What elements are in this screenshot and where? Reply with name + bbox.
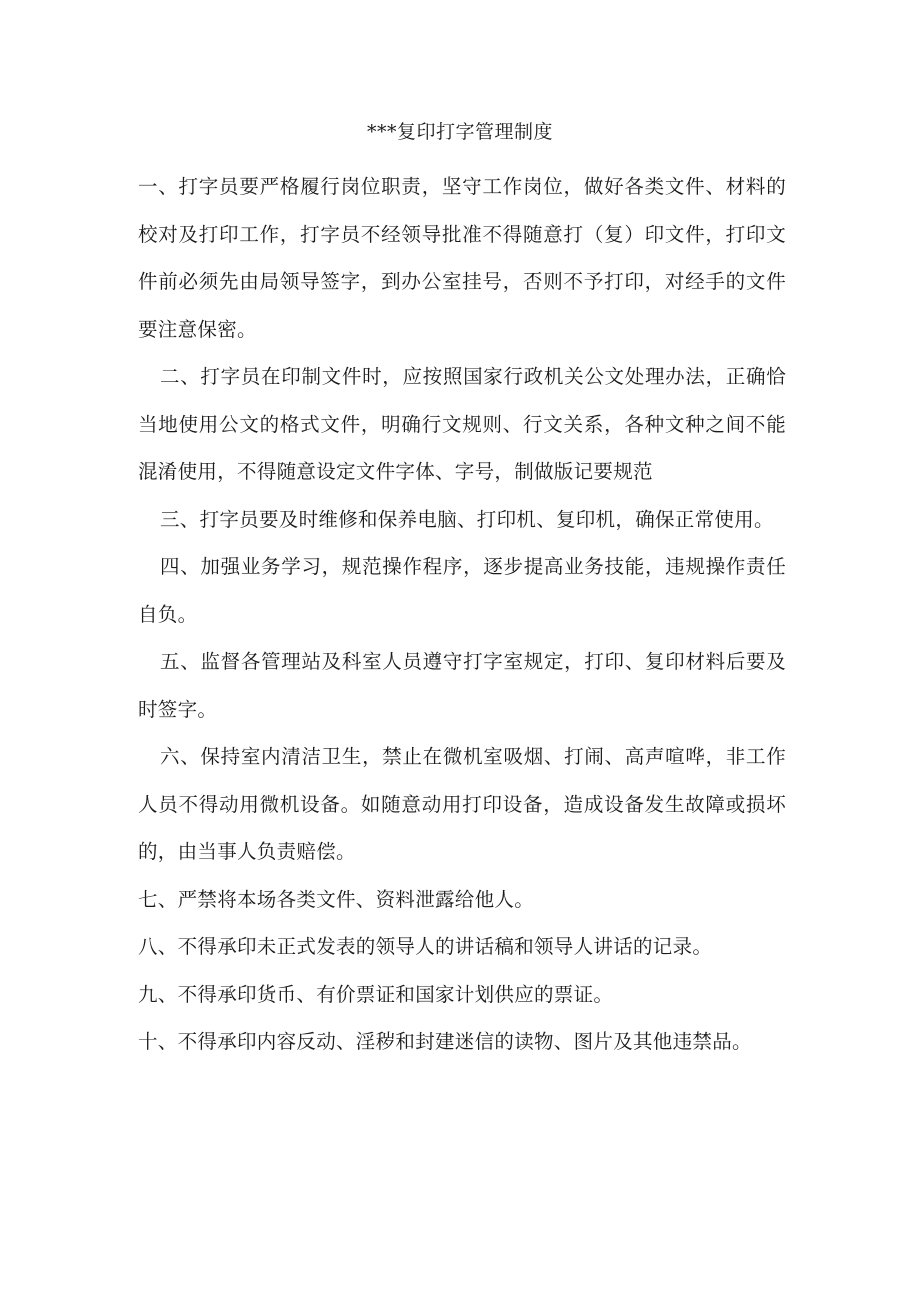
rule-paragraph-5: 五、监督各管理站及科室人员遵守打字室规定，打印、复印材料后要及时签字。 bbox=[138, 650, 786, 721]
rule-paragraph-8: 八、不得承印未正式发表的领导人的讲话稿和领导人讲话的记录。 bbox=[138, 935, 713, 958]
rule-paragraph-2: 二、打字员在印制文件时，应按照国家行政机关公文处理办法，正确恰当地使用公文的格式文件，明确行文规则、行文关系，各种文种之间不能混淆使用，不得随意设定文件字体、字号，制做版记要规范 bbox=[138, 365, 786, 483]
document-body bbox=[138, 163, 786, 1066]
rule-paragraph-3: 三、打字员要及时维修和保养电脑、打印机、复印机，确保正常使用。 bbox=[160, 507, 774, 531]
rule-paragraph-1: 一、打字员要严格履行岗位职责，坚守工作岗位，做好各类文件、材料的校对及打印工作，打字员不经领导批准不得随意打（复）印文件，打印文件前必须先由局领导签字，到办公室挂号，否则不予打印，对经手的文件要注意保密。 bbox=[138, 175, 786, 341]
rule-paragraph-4: 四、加强业务学习，规范操作程序，逐步提高业务技能，违规操作责任自负。 bbox=[138, 555, 786, 626]
rule-paragraph-9: 九、不得承印货币、有价票证和国家计划供应的票证。 bbox=[138, 982, 614, 1006]
rule-paragraph-10: 十、不得承印内容反动、淫秽和封建迷信的读物、图片及其他违禁品。 bbox=[138, 1030, 752, 1053]
rule-paragraph-6: 六、保持室内清洁卫生，禁止在微机室吸烟、打闹、高声喧哗，非工作人员不得动用微机设备。如随意动用打印设备，造成设备发生故障或损坏的，由当事人负责赔偿。 bbox=[138, 745, 786, 863]
rule-paragraph-7: 七、严禁将本场各类文件、资料泄露给他人。 bbox=[138, 887, 535, 911]
document-title: ***复印打字管理制度 bbox=[366, 121, 553, 143]
